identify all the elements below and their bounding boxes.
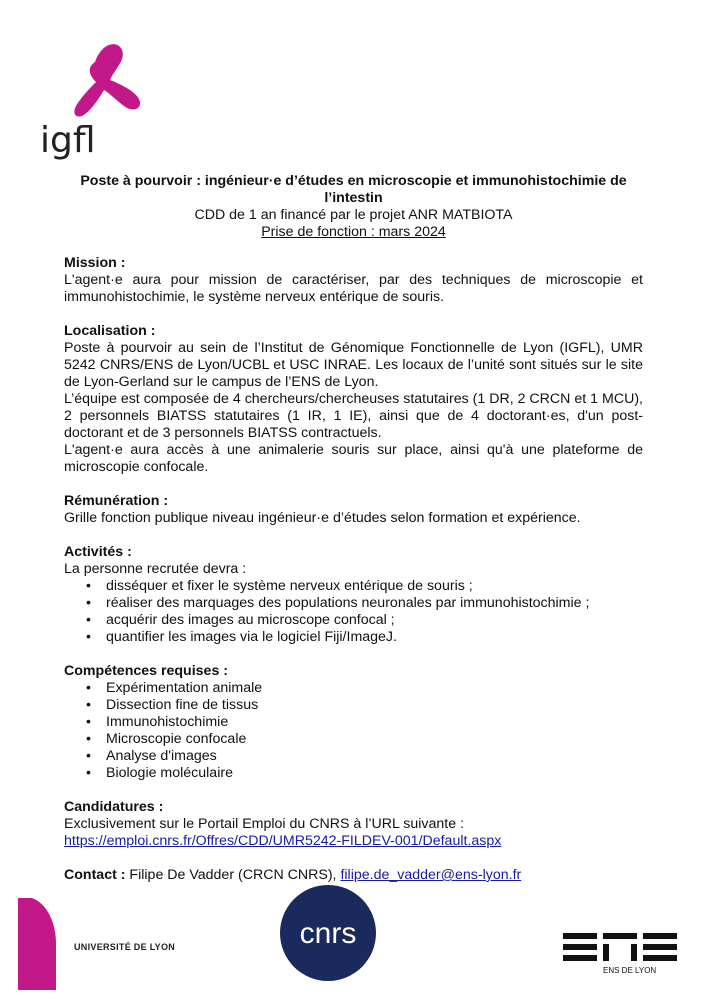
mission-section [64, 255, 643, 306]
competences-section [64, 663, 643, 782]
svg-text:cnrs: cnrs [299, 917, 357, 950]
job-title: Poste à pourvoir : ingénieur·e d’études en microscopie et immunohistochimie de l’intestin [80, 173, 627, 206]
activites-intro: La personne recrutée devra : [64, 561, 247, 577]
list-item: • Microscopie confocale [86, 731, 247, 747]
ens-logo [563, 933, 678, 961]
remuneration-heading: Rémunération : [64, 493, 169, 509]
ens-logo-text: ENS DE LYON [603, 966, 657, 975]
bullet-icon: • [86, 680, 91, 696]
candidatures-section [64, 799, 643, 850]
bullet-icon: • [86, 629, 91, 645]
list-item: • Biologie moléculaire [86, 765, 233, 781]
facilities-paragraph: L'agent·e aura accès à une animalerie souris sur place, ainsi qu'à une plateforme de microscopie confocale. [64, 442, 643, 475]
ens-mark-icon [563, 933, 678, 961]
contact-section [64, 867, 643, 884]
localisation-section [64, 323, 643, 476]
igfl-figure-icon [40, 40, 150, 160]
bullet-icon: • [86, 697, 91, 713]
competences-list [64, 680, 643, 782]
job-subtitle: CDD de 1 an financé par le projet ANR MATBIOTA [194, 207, 513, 223]
candidatures-heading: Candidatures : [64, 799, 164, 815]
remuneration-text: Grille fonction publique niveau ingénieur·e d’études selon formation et expérience. [64, 510, 581, 526]
bullet-icon: • [86, 765, 91, 781]
list-item: • Expérimentation animale [86, 680, 263, 696]
universite-de-lyon-logo-mark [18, 898, 56, 990]
list-item: • Immunohistochimie [86, 714, 229, 730]
universite-de-lyon-logo-text: UNIVERSITÉ DE LYON [74, 942, 176, 952]
list-item: • Analyse d'images [86, 748, 217, 764]
udl-shape-icon [18, 898, 56, 990]
job-title-block [60, 173, 647, 241]
bullet-icon: • [86, 595, 91, 611]
bullet-icon: • [86, 578, 91, 594]
list-item: • réaliser des marquages des populations neuronales par immunohistochimie ; [86, 595, 590, 611]
mission-heading: Mission : [64, 255, 126, 271]
bullet-icon: • [86, 612, 91, 628]
activites-list [64, 578, 643, 646]
list-item: • acquérir des images au microscope confocal ; [86, 612, 395, 628]
bullet-icon: • [86, 714, 91, 730]
list-item: • quantifier les images via le logiciel Fiji/ImageJ. [86, 629, 397, 645]
team-paragraph: L’équipe est composée de 4 chercheurs/chercheuses statutaires (1 DR, 2 CRCN et 1 MCU), 2 personnels BIATSS statutaires (1 IR, 1 IE), ainsi que de 4 doctorant·es, d'un post-doctorant et de 3 personnels BIATSS contractuels. [64, 391, 643, 441]
igfl-logo [40, 40, 150, 160]
document-body [64, 255, 643, 901]
start-date: Prise de fonction : mars 2024 [261, 224, 446, 240]
localisation-heading: Localisation : [64, 323, 156, 339]
candidatures-text: Exclusivement sur le Portail Emploi du CNRS à l’URL suivante : [64, 816, 465, 832]
contact-heading: Contact : [64, 867, 126, 883]
contact-email-link[interactable]: filipe.de_vadder@ens-lyon.fr [340, 867, 522, 883]
list-item: • Dissection fine de tissus [86, 697, 259, 713]
activites-heading: Activités : [64, 544, 132, 560]
bullet-icon: • [86, 748, 91, 764]
localisation-paragraph: Poste à pourvoir au sein de l’Institut de Génomique Fonctionnelle de Lyon (IGFL), UMR 5242 CNRS/ENS de Lyon/UCBL et USC INRAE. Les locaux de l’unité sont situés sur le site de Lyon-Gerland sur le campus de l’ENS de Lyon. [64, 340, 643, 390]
cnrs-logo [278, 883, 378, 983]
mission-text: L'agent·e aura pour mission de caractériser, par des techniques de microscopie et immunohistochimie, le système nerveux entérique de souris. [64, 272, 643, 305]
list-item: • disséquer et fixer le système nerveux entérique de souris ; [86, 578, 473, 594]
contact-name: Filipe De Vadder (CRCN CNRS), [125, 867, 341, 883]
svg-text:igfl: igfl [40, 120, 96, 160]
application-link[interactable]: https://emploi.cnrs.fr/Offres/CDD/UMR5242-FILDEV-001/Default.aspx [64, 833, 502, 849]
activites-section [64, 544, 643, 646]
remuneration-section [64, 493, 643, 527]
competences-heading: Compétences requises : [64, 663, 229, 679]
cnrs-circle-icon [278, 883, 378, 983]
bullet-icon: • [86, 731, 91, 747]
